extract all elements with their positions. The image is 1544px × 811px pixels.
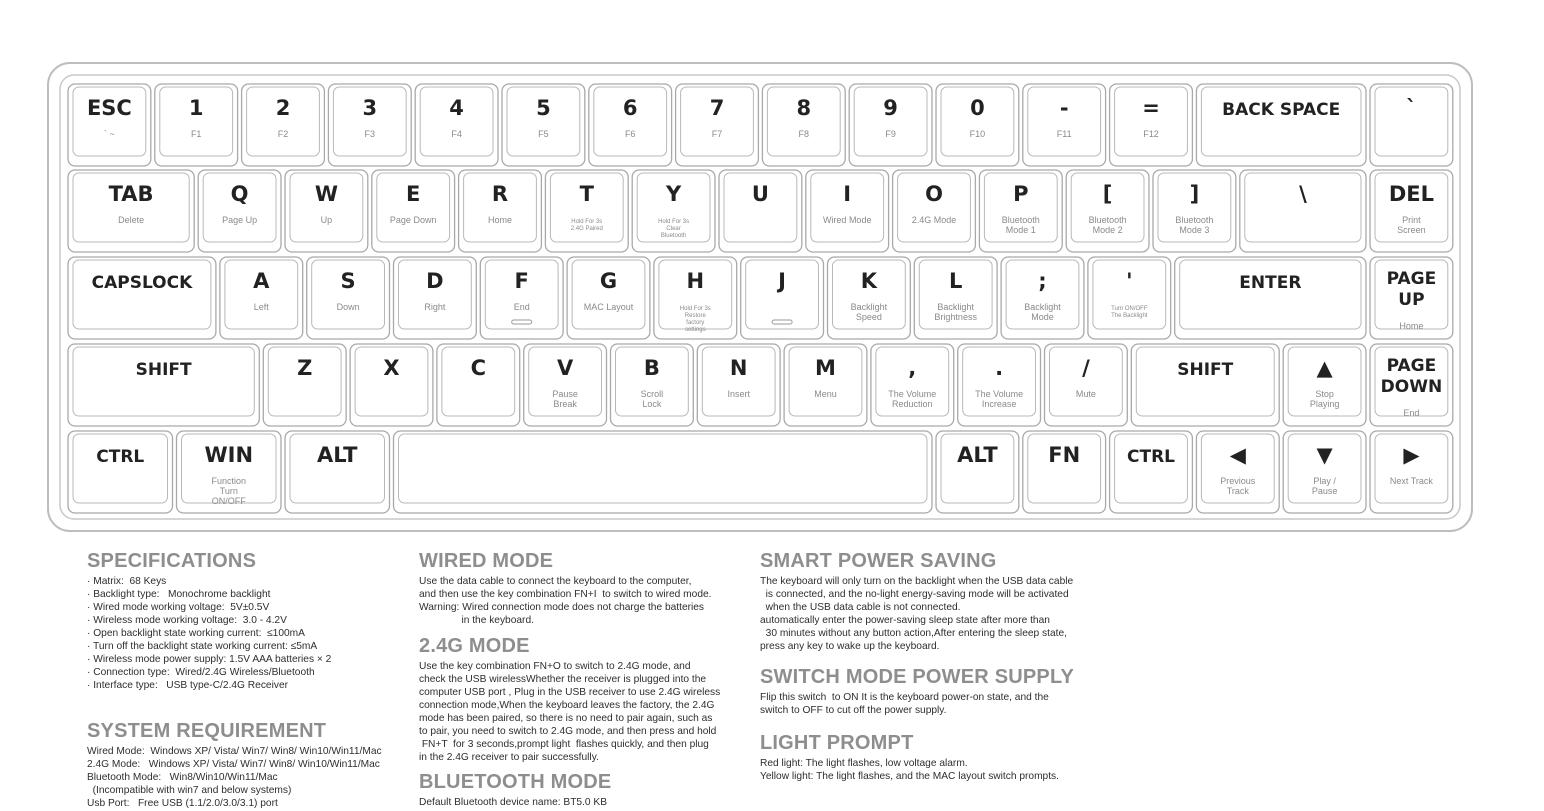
key-legend: FN [1048,443,1081,467]
text-line: when the USB data cable is not connected. [760,602,961,613]
text-line: · Connection type: Wired/2.4G Wireless/Bluetooth [87,667,315,678]
key-r[interactable] [459,170,542,252]
key-legend: 3 [362,96,378,120]
key-legend: C [470,356,487,380]
key-function-label: Bluetooth [660,233,687,239]
key-legend: J [778,269,787,293]
key-legend: UP [1398,290,1425,310]
key-function-label: Increase [981,399,1017,409]
key-function-label: Pause [1311,486,1338,496]
key-z[interactable] [263,344,346,426]
smart-power-saving-section [760,550,1120,653]
key-p[interactable] [979,170,1062,252]
text-line: in the 2.4G receiver to pair successfully. [419,752,599,763]
key-sym[interactable] [958,344,1041,426]
key-function-label: F8 [798,129,810,139]
key-function-label: Page Down [389,215,437,225]
key-back-space[interactable] [1196,84,1366,166]
specifications-lines [87,575,407,692]
key-legend: 6 [622,96,638,120]
key-function-label: Restore [684,313,706,319]
key-legend: DOWN [1380,377,1443,397]
key-function-label: Up [320,215,333,225]
light-prompt-title: LIGHT PROMPT [760,732,914,754]
key-cap-top [1115,434,1188,503]
key-legend: PAGE [1386,356,1437,376]
key-function-label: Clear [666,226,681,232]
key-function-label: F9 [885,129,896,139]
key-function-label: Bluetooth [1001,215,1040,225]
key-sym[interactable] [1088,257,1171,339]
key-sym[interactable] [1240,170,1366,252]
key-legend: X [383,356,400,380]
key-fn[interactable] [1023,431,1106,513]
text-line: and then use the key combination FN+I to switch to wired mode. [419,589,712,600]
key-function-label: Function [211,476,247,486]
key-sym[interactable] [1045,344,1128,426]
key-c[interactable] [437,344,520,426]
text-line: press any key to wake up the keyboard. [760,641,940,652]
key-function-label: The Backlight [1111,313,1148,319]
key-k[interactable] [828,257,911,339]
key-legend: [ [1102,182,1113,206]
key-legend: Z [297,356,313,380]
key-h[interactable] [654,257,737,339]
text-line: computer USB port , Plug in the USB receiver to use 2.4G wireless [419,687,721,698]
key-sym[interactable] [871,344,954,426]
key-s[interactable] [307,257,390,339]
switch-mode-section [760,666,1120,717]
text-line: connection mode,When the keyboard leaves the factory, the 2.4G [419,700,715,711]
key-a[interactable] [220,257,303,339]
text-line: Usb Port: Free USB (1.1/2.0/3.0/3.1) port [87,798,278,809]
key-function-label: ON/OFF [211,496,246,506]
g24-mode-lines [419,660,749,764]
key-cap-top [1180,260,1361,329]
key-space[interactable] [394,431,933,513]
key-function-label: Stop [1315,389,1334,399]
key-legend: 0 [970,96,985,120]
key-function-label: Next Track [1389,476,1433,486]
key-legend: BACK SPACE [1222,100,1341,120]
key-function-label: The Volume [975,389,1024,399]
text-line: Warning: Wired connection mode does not charge the batteries [419,602,705,613]
key-legend: M [815,356,836,380]
key-legend: D [426,269,444,293]
key-legend: CAPSLOCK [91,273,193,293]
key-function-label: Reduction [892,399,933,409]
smart-power-saving-title: SMART POWER SAVING [760,550,997,572]
key-legend: ] [1189,182,1200,206]
key-legend: 8 [796,96,812,120]
key-function-label: F3 [364,129,376,139]
key-ctrl[interactable] [1110,431,1193,513]
key-function-label: Mute [1075,389,1096,399]
key-sym[interactable] [1283,431,1366,513]
key-function-label: Screen [1397,225,1426,235]
key-function-label: factory [686,320,705,326]
key-legend: S [340,269,356,293]
key-sym[interactable] [1066,170,1149,252]
text-line: 30 minutes without any button action,After entering the sleep state, [760,628,1067,639]
key-legend: N [729,356,748,380]
key-function-label: MAC Layout [583,302,634,312]
key-function-label: Previous [1220,476,1256,486]
key-legend: I [843,182,852,206]
key-function-label: Playing [1309,399,1340,409]
key-legend: K [860,269,878,293]
text-line: · Wireless mode power supply: 1.5V AAA batteries × 2 [87,654,332,665]
key-function-label: Play / [1313,476,1336,486]
key-cap-top [73,347,254,416]
key-function-label: F7 [711,129,723,139]
key-o[interactable] [893,170,976,252]
key-function-label: 2.4G Mode [911,215,957,225]
key-y[interactable] [632,170,715,252]
text-line: · Wired mode working voltage: 5V±0.5V [87,602,270,613]
key-8[interactable] [762,84,845,166]
key-function-label: 2.4G Paired [570,226,603,232]
key-legend: ESC [86,96,132,120]
text-line: Yellow light: The light flashes, and the MAC layout switch prompts. [760,771,1059,782]
text-line: mode has been paired, so there is no need to pair again, such as [419,713,713,724]
key-function-label: F4 [451,129,462,139]
key-function-label: F10 [969,129,986,139]
key-sym[interactable] [1370,431,1453,513]
key-legend: O [925,182,943,206]
text-line: · Interface type: USB type-C/2.4G Receiver [87,680,288,691]
bluetooth-mode-lines [419,796,749,809]
key-x[interactable] [350,344,433,426]
key-w[interactable] [285,170,368,252]
key-legend: L [949,269,963,293]
key-legend: R [491,182,509,206]
text-line: Use the key combination FN+O to switch to 2.4G mode, and [419,661,691,672]
bluetooth-mode-section [419,771,749,809]
key-u[interactable] [719,170,802,252]
switch-mode-title: SWITCH MODE POWER SUPPLY [760,666,1075,688]
key-5[interactable] [502,84,585,166]
switch-mode-lines [760,691,1120,717]
key-legend: ENTER [1239,273,1302,293]
key-win[interactable] [177,431,282,513]
text-line: is connected, and the no-light energy-saving mode will be activated [760,589,1069,600]
key-del[interactable] [1370,170,1453,252]
key-legend: . [995,356,1004,380]
key-function-label: F6 [624,129,636,139]
key-legend: DEL [1388,182,1434,206]
key-function-label: Page Up [222,215,258,225]
key-function-label: Track [1226,486,1249,496]
key-7[interactable] [676,84,759,166]
text-line: (Incompatible with win7 and below systems) [87,785,292,796]
key-legend: 2 [275,96,291,120]
key-v[interactable] [524,344,607,426]
key-3[interactable] [328,84,411,166]
key-shift[interactable] [1131,344,1279,426]
key-legend: 5 [536,96,551,120]
key-9[interactable] [849,84,932,166]
key-function-label: F12 [1143,129,1159,139]
key-legend: P [1013,182,1029,206]
key-function-label: Home [1399,321,1424,331]
text-line: The keyboard will only turn on the backlight when the USB data cable [760,576,1074,587]
key-function-label: Speed [855,312,882,322]
key-legend: ALT [957,443,998,467]
key-legend: B [643,356,660,380]
key-function-label: ` ~ [104,129,115,139]
text-line: · Turn off the backlight state working current: ≤5mA [87,641,318,652]
text-line: FN+T for 3 seconds,prompt light flashes quickly, and then plug [419,739,709,750]
key-sym[interactable] [1110,84,1193,166]
key-legend: ; [1038,269,1047,293]
key-function-label: End [1403,408,1420,418]
key-legend: TAB [108,182,154,206]
key-function-label: Scroll [640,389,664,399]
key-function-label: Turn ON/OFF [1111,306,1148,312]
key-function-label: Mode 3 [1179,225,1210,235]
wired-mode-section [419,550,749,627]
key-function-label: Print [1402,215,1421,225]
key-legend: CTRL [1127,447,1175,467]
key-legend: Q [230,182,249,206]
key-l[interactable] [914,257,997,339]
text-line: in the keyboard. [419,615,534,626]
light-prompt-lines [760,757,1120,783]
text-line: switch to OFF to cut off the power supply. [760,705,947,716]
specifications-title: SPECIFICATIONS [87,550,257,572]
key-legend: H [686,269,705,293]
key-legend: A [253,269,270,293]
key-q[interactable] [198,170,281,252]
wired-mode-lines [419,575,749,627]
key-legend: WIN [204,443,254,467]
key-legend: 4 [449,96,464,120]
text-line: automatically enter the power-saving sleep state after more than [760,615,1050,626]
specifications-section [87,550,407,692]
key-function-label: Bluetooth [1175,215,1214,225]
key-function-label: Delete [118,215,145,225]
key-legend: SHIFT [1177,360,1234,380]
wired-mode-title: WIRED MODE [419,550,554,572]
key-function-label: Insert [727,389,750,399]
key-1[interactable] [155,84,238,166]
key-function-label: Pause [552,389,578,399]
key-sym[interactable] [1370,84,1453,166]
key-function-label: Brightness [934,312,977,322]
key-legend: U [751,182,769,206]
smart-power-saving-lines [760,575,1120,653]
key-function-label: F11 [1056,129,1072,139]
key-legend: 7 [709,96,725,120]
light-prompt-section [760,732,1120,783]
key-function-label: Backlight [1024,302,1061,312]
key-t[interactable] [545,170,628,252]
key-function-label: Down [336,302,360,312]
key-function-label: Backlight [850,302,888,312]
text-line: · Wireless mode working voltage: 3.0 - 4.2V [87,615,287,626]
key-b[interactable] [611,344,694,426]
key-sym[interactable] [1283,344,1366,426]
text-line: Use the data cable to connect the keyboard to the computer, [419,576,692,587]
key-function-label: Home [487,215,513,225]
key-alt[interactable] [936,431,1019,513]
key-legend: 1 [188,96,204,120]
key-legend: CTRL [96,447,145,467]
key-function-label: Turn [219,486,238,496]
key-cap-top [399,434,928,503]
text-line: Default Bluetooth device name: BT5.0 KB [419,797,608,808]
key-sym[interactable] [1153,170,1236,252]
text-line: 2.4G Mode: Windows XP/ Vista/ Win7/ Win8/ Win10/Win11/Mac [87,759,380,770]
key-legend: Y [665,182,682,206]
text-line: · Open backlight state working current: ≤100mA [87,628,305,639]
key-legend: E [406,182,421,206]
key-e[interactable] [372,170,455,252]
key-capslock[interactable] [68,257,216,339]
key-function-label: settings [684,327,706,333]
key-2[interactable] [242,84,325,166]
key-function-label: Bluetooth [1088,215,1127,225]
text-line: Flip this switch to ON It is the keyboard power-on state, and the [760,692,1049,703]
text-line: · Matrix: 68 Keys [87,576,167,587]
key-g[interactable] [567,257,650,339]
key-legend: , [908,356,917,380]
key-legend: = [1142,96,1160,120]
key-d[interactable] [394,257,477,339]
key-legend: ▼ [1316,443,1333,467]
system-requirement-lines [87,745,407,810]
key-ctrl[interactable] [68,431,173,513]
key-function-label: Hold For 3s [658,219,690,225]
key-function-label: Lock [642,399,662,409]
key-legend: W [314,182,338,206]
key-function-label: End [513,302,530,312]
key-alt[interactable] [285,431,390,513]
key-j[interactable] [741,257,824,339]
key-legend: G [599,269,618,293]
key-function-label: Mode 2 [1092,225,1123,235]
key-function-label: Wired Mode [822,215,872,225]
text-line: Red light: The light flashes, low voltage alarm. [760,758,968,769]
key-sym[interactable] [1023,84,1106,166]
key-cap-top [1136,347,1274,416]
key-function-label: Mode 1 [1005,225,1036,235]
key-cap-top [73,434,168,503]
g24-mode-title: 2.4G MODE [419,635,530,657]
bluetooth-mode-title: BLUETOOTH MODE [419,771,612,793]
key-legend: V [556,356,574,380]
key-legend: ◀ [1229,443,1246,467]
key-function-label: Break [553,399,577,409]
text-line: Bluetooth Mode: Win8/Win10/Win11/Mac [87,772,278,783]
key-legend: F [514,269,529,293]
text-line: · Backlight type: Monochrome backlight [87,589,271,600]
key-cap-top [73,260,211,329]
key-sym[interactable] [1196,431,1279,513]
g24-mode-section [419,635,749,764]
key-legend: ' [1126,269,1133,293]
key-legend: PAGE [1386,269,1437,289]
key-m[interactable] [784,344,867,426]
key-legend: \ [1299,182,1307,206]
key-sym[interactable] [1001,257,1084,339]
key-enter[interactable] [1175,257,1366,339]
key-function-label: Left [253,302,269,312]
key-esc[interactable] [68,84,151,166]
key-legend: SHIFT [135,360,192,380]
key-legend: ▲ [1316,356,1333,380]
key-legend: T [579,182,594,206]
text-line: Wired Mode: Windows XP/ Vista/ Win7/ Win8/ Win10/Win11/Mac [87,746,382,757]
key-function-label: Hold For 3s [571,219,603,225]
key-function-label: Backlight [937,302,974,312]
key-legend: - [1059,96,1069,120]
key-legend: / [1082,356,1090,380]
system-requirement-section [87,720,407,810]
key-function-label: Menu [814,389,837,399]
key-function-label: F1 [190,129,202,139]
key-cap-top [1201,87,1361,156]
system-requirement-title: SYSTEM REQUIREMENT [87,720,327,742]
key-function-label: F5 [538,129,549,139]
key-4[interactable] [415,84,498,166]
key-page-up[interactable] [1370,257,1453,339]
key-f[interactable] [480,257,563,339]
key-i[interactable] [806,170,889,252]
key-legend: ALT [317,443,358,467]
key-shift[interactable] [68,344,259,426]
text-line: check the USB wirelessWhether the receiver is plugged into the [419,674,707,685]
key-page-down[interactable] [1370,344,1453,426]
key-legend: ` [1406,96,1417,120]
key-legend: 9 [883,96,898,120]
key-tab[interactable] [68,170,194,252]
key-function-label: F2 [277,129,289,139]
key-function-label: Right [424,302,446,312]
key-6[interactable] [589,84,672,166]
key-n[interactable] [697,344,780,426]
key-function-label: The Volume [888,389,937,399]
text-line: to pair, you need to switch to 2.4G mode, and then press and hold [419,726,717,737]
key-function-label: Mode [1031,312,1054,322]
key-legend: ▶ [1403,443,1420,467]
key-0[interactable] [936,84,1019,166]
key-function-label: Hold For 3s [679,306,711,312]
